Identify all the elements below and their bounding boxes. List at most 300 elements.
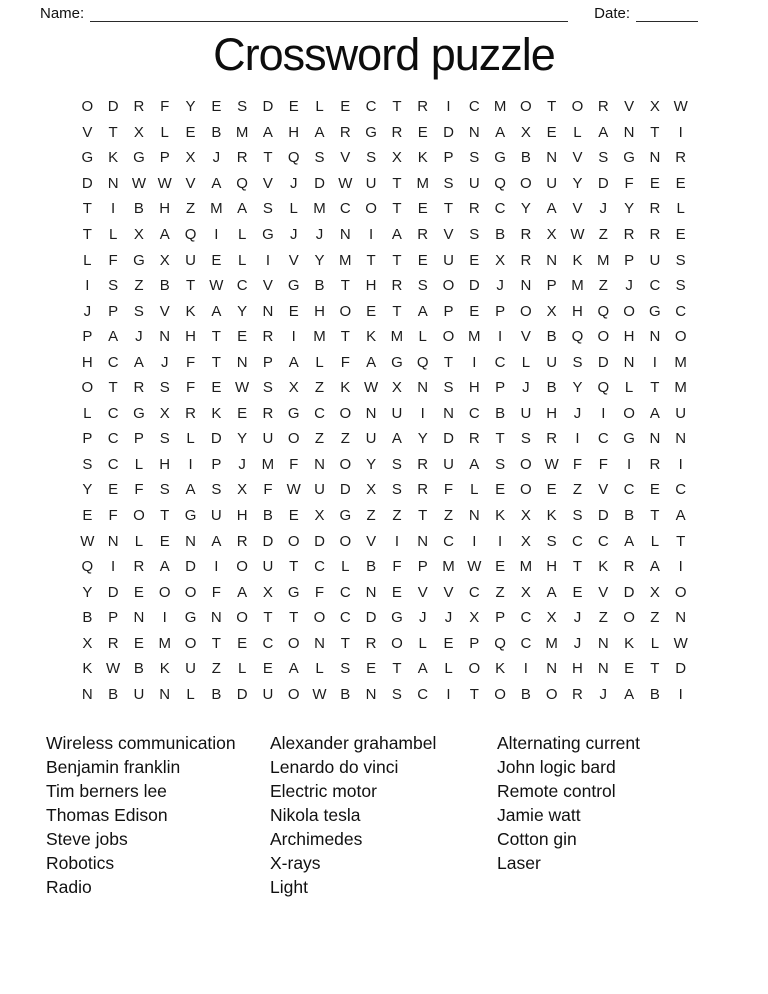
grid-cell: K <box>340 379 351 397</box>
grid-cell: E <box>185 123 196 141</box>
grid-cell: R <box>133 558 145 576</box>
grid-cell: A <box>624 685 635 703</box>
grid-cell: O <box>339 532 352 550</box>
grid-cell: D <box>597 507 609 525</box>
grid-cell: I <box>498 328 503 346</box>
grid-cell: H <box>572 302 583 320</box>
grid-cell: E <box>262 660 273 678</box>
grid-cell: U <box>649 251 661 269</box>
grid-cell: Y <box>520 200 531 218</box>
grid-cell: D <box>623 583 635 601</box>
grid-cell: E <box>288 98 299 116</box>
grid-cell: N <box>365 583 377 601</box>
grid-cell: K <box>366 328 377 346</box>
grid-cell: A <box>185 481 196 499</box>
grid-cell: E <box>546 123 557 141</box>
word-list-item: Lenardo do vinci <box>270 757 399 778</box>
grid-cell: X <box>546 302 557 320</box>
grid-cell: H <box>236 507 248 525</box>
grid-cell: E <box>237 634 248 652</box>
grid-cell: Q <box>597 302 610 320</box>
grid-cell: C <box>314 558 325 576</box>
grid-cell: T <box>676 532 686 550</box>
grid-cell: X <box>520 507 531 525</box>
grid-cell: P <box>108 609 119 627</box>
grid-cell: X <box>133 226 144 243</box>
grid-cell: W <box>312 685 327 703</box>
grid-cell: B <box>211 123 222 141</box>
grid-cell: V <box>417 583 428 601</box>
grid-cell: O <box>494 685 506 703</box>
grid-cell: F <box>263 481 273 499</box>
grid-cell: I <box>214 226 219 243</box>
grid-cell: C <box>314 404 325 422</box>
grid-cell: Z <box>134 277 144 295</box>
word-list <box>46 731 768 899</box>
grid-cell: S <box>675 251 686 269</box>
grid-cell: J <box>83 302 92 320</box>
grid-cell: I <box>446 685 451 703</box>
grid-cell: T <box>366 251 376 269</box>
grid-cell: G <box>133 251 145 269</box>
worksheet-header <box>0 0 768 22</box>
grid-cell: F <box>160 98 170 116</box>
grid-cell: U <box>365 174 377 192</box>
grid-cell: C <box>365 98 377 116</box>
grid-cell: S <box>108 277 119 295</box>
grid-cell: C <box>236 277 248 295</box>
grid-cell: R <box>417 226 429 243</box>
grid-cell: S <box>133 302 144 320</box>
grid-cell: G <box>391 609 403 627</box>
grid-cell: C <box>339 609 351 627</box>
grid-cell: S <box>572 507 583 525</box>
grid-cell: M <box>468 328 481 346</box>
grid-cell: F <box>572 455 583 473</box>
grid-cell: S <box>159 481 170 499</box>
grid-cell: E <box>495 558 506 576</box>
grid-cell: T <box>108 379 118 397</box>
grid-cell: S <box>391 685 402 703</box>
grid-cell: C <box>572 532 583 550</box>
grid-cell: T <box>392 251 402 269</box>
grid-cell: Z <box>572 481 583 499</box>
grid-cell: X <box>133 123 144 141</box>
grid-cell: T <box>547 98 557 116</box>
grid-cell: Q <box>287 149 300 167</box>
grid-cell: Y <box>572 174 583 192</box>
grid-cell: G <box>623 430 635 448</box>
grid-cell: S <box>366 149 377 167</box>
grid-cell: C <box>443 532 454 550</box>
grid-cell: X <box>237 481 248 499</box>
grid-cell: E <box>288 507 299 525</box>
grid-cell: P <box>108 302 119 320</box>
grid-cell: G <box>365 123 377 141</box>
grid-cell: N <box>520 277 532 295</box>
grid-cell: G <box>339 507 352 525</box>
grid-cell: R <box>520 251 532 269</box>
grid-cell: N <box>649 430 661 448</box>
grid-cell: W <box>364 379 379 397</box>
grid-cell: S <box>159 430 170 448</box>
grid-cell: B <box>495 226 506 243</box>
grid-cell: G <box>287 404 300 422</box>
grid-cell: E <box>624 660 635 678</box>
grid-cell: C <box>417 685 429 703</box>
grid-cell: T <box>418 507 428 525</box>
grid-cell: J <box>315 226 324 243</box>
grid-cell: X <box>288 379 299 397</box>
grid-cell: J <box>573 634 582 652</box>
grid-cell: C <box>107 353 119 371</box>
grid-cell: I <box>678 685 683 703</box>
grid-cell: P <box>443 149 454 167</box>
word-list-column <box>46 731 270 899</box>
grid-cell: N <box>468 507 480 525</box>
grid-cell: O <box>236 609 248 627</box>
date-fill-line <box>636 7 698 22</box>
grid-cell: U <box>443 251 454 269</box>
grid-cell: O <box>339 455 352 473</box>
grid-cell: N <box>81 685 93 703</box>
grid-cell: K <box>185 302 196 320</box>
grid-cell: Y <box>624 200 635 218</box>
grid-cell: A <box>211 302 222 320</box>
grid-cell: E <box>469 302 480 320</box>
grid-cell: T <box>469 685 479 703</box>
grid-cell: Y <box>237 302 248 320</box>
grid-cell: H <box>159 200 171 218</box>
grid-cell: F <box>340 353 350 371</box>
grid-cell: F <box>443 481 454 499</box>
grid-cell: X <box>391 149 402 167</box>
grid-cell: U <box>210 507 222 525</box>
word-list-item: Thomas Edison <box>46 805 168 826</box>
grid-cell: L <box>624 379 634 397</box>
grid-cell: V <box>262 277 273 295</box>
grid-cell: S <box>340 660 351 678</box>
grid-cell: R <box>417 481 429 499</box>
word-list-item: Cotton gin <box>497 829 577 850</box>
grid-cell: M <box>261 455 275 473</box>
grid-cell: H <box>185 328 196 346</box>
grid-cell: A <box>288 660 299 678</box>
grid-cell: E <box>366 302 377 320</box>
grid-cell: M <box>597 251 610 269</box>
grid-cell: C <box>339 583 351 601</box>
grid-cell: N <box>546 149 558 167</box>
grid-cell: J <box>522 379 530 397</box>
grid-cell: O <box>81 98 94 116</box>
grid-cell: I <box>601 404 606 422</box>
grid-cell: O <box>468 660 481 678</box>
grid-cell: V <box>598 481 609 499</box>
grid-cell: P <box>546 277 557 295</box>
grid-cell: E <box>391 583 402 601</box>
grid-cell: O <box>287 634 300 652</box>
grid-cell: P <box>211 455 222 473</box>
grid-cell: B <box>262 507 273 525</box>
grid-cell: L <box>83 404 92 422</box>
grid-cell: T <box>650 660 660 678</box>
grid-cell: T <box>211 634 221 652</box>
grid-cell: N <box>210 609 222 627</box>
grid-cell: E <box>108 481 119 499</box>
grid-cell: N <box>107 532 119 550</box>
grid-cell: R <box>649 226 661 243</box>
grid-cell: E <box>417 123 428 141</box>
grid-cell: N <box>417 379 429 397</box>
grid-cell: Y <box>185 98 196 116</box>
grid-cell: A <box>211 174 222 192</box>
grid-cell: N <box>546 251 558 269</box>
grid-cell: I <box>188 455 193 473</box>
grid-cell: O <box>623 302 635 320</box>
grid-cell: R <box>236 532 248 550</box>
grid-cell: S <box>237 98 248 116</box>
grid-cell: G <box>494 149 506 167</box>
grid-cell: I <box>85 277 90 295</box>
grid-cell: S <box>546 532 557 550</box>
grid-cell: R <box>546 430 558 448</box>
grid-cell: S <box>675 277 686 295</box>
grid-cell: A <box>237 583 248 601</box>
grid-cell: F <box>289 455 299 473</box>
grid-cell: P <box>624 251 635 269</box>
grid-cell: N <box>649 328 661 346</box>
grid-cell: Z <box>598 226 608 243</box>
word-list-item: Nikola tesla <box>270 805 361 826</box>
grid-cell: P <box>82 430 93 448</box>
grid-cell: D <box>262 532 274 550</box>
grid-cell: D <box>210 430 222 448</box>
grid-cell: P <box>495 609 506 627</box>
grid-cell: W <box>673 634 688 652</box>
grid-cell: S <box>520 430 531 448</box>
grid-cell: Z <box>366 507 376 525</box>
grid-cell: O <box>391 634 403 652</box>
grid-cell: P <box>495 302 506 320</box>
grid-cell: C <box>494 200 506 218</box>
grid-cell: W <box>131 174 147 192</box>
grid-cell: H <box>365 277 377 295</box>
grid-cell: B <box>546 379 557 397</box>
grid-cell: O <box>287 685 300 703</box>
grid-cell: P <box>469 634 480 652</box>
grid-cell: B <box>520 149 531 167</box>
grid-cell: H <box>572 660 583 678</box>
grid-cell: I <box>626 455 632 473</box>
grid-cell: I <box>523 660 528 678</box>
grid-cell: N <box>107 174 119 192</box>
grid-cell: K <box>546 507 557 525</box>
grid-cell: B <box>520 685 531 703</box>
grid-cell: S <box>211 481 222 499</box>
grid-cell: N <box>236 353 248 371</box>
grid-cell: W <box>570 226 585 243</box>
grid-cell: R <box>597 98 609 116</box>
grid-cell: O <box>597 328 610 346</box>
grid-cell: A <box>598 123 609 141</box>
grid-cell: U <box>262 685 274 703</box>
name-fill-line <box>90 7 568 22</box>
grid-cell: Z <box>340 430 350 448</box>
grid-cell: I <box>265 251 270 269</box>
grid-cell: L <box>83 251 92 269</box>
grid-cell: T <box>650 123 660 141</box>
grid-cell: D <box>365 609 377 627</box>
grid-cell: A <box>108 328 119 346</box>
grid-cell: T <box>108 123 118 141</box>
grid-cell: I <box>472 353 477 371</box>
grid-cell: R <box>623 558 635 576</box>
grid-cell: C <box>468 583 480 601</box>
grid-cell: Y <box>314 251 325 269</box>
grid-cell: O <box>339 404 352 422</box>
grid-cell: B <box>649 685 660 703</box>
grid-cell: Y <box>237 430 248 448</box>
grid-cell: R <box>572 685 583 703</box>
grid-cell: E <box>366 660 377 678</box>
grid-cell: U <box>365 430 377 448</box>
grid-cell: R <box>623 226 635 243</box>
grid-cell: S <box>159 379 170 397</box>
grid-cell: L <box>650 532 660 550</box>
grid-cell: O <box>236 558 248 576</box>
grid-cell: Z <box>314 430 325 448</box>
grid-cell: U <box>314 481 325 499</box>
grid-cell: X <box>185 149 196 167</box>
word-list-item: Robotics <box>46 853 115 874</box>
grid-cell: E <box>649 174 660 192</box>
grid-cell: J <box>160 353 169 371</box>
grid-cell: L <box>186 685 195 703</box>
grid-cell: J <box>625 277 633 295</box>
grid-cell: R <box>185 404 196 422</box>
grid-cell: U <box>185 251 196 269</box>
grid-cell: A <box>649 404 660 422</box>
grid-cell: B <box>108 685 119 703</box>
grid-cell: V <box>598 583 609 601</box>
grid-cell: V <box>520 328 531 346</box>
grid-cell: E <box>211 251 222 269</box>
grid-cell: Q <box>597 379 610 397</box>
grid-cell: O <box>545 685 558 703</box>
grid-cell: J <box>573 404 582 422</box>
grid-cell: I <box>678 455 683 473</box>
grid-cell: R <box>262 328 274 346</box>
grid-cell: D <box>314 174 325 192</box>
grid-cell: R <box>468 200 480 218</box>
grid-cell: L <box>650 634 660 652</box>
grid-cell: G <box>133 149 145 167</box>
grid-cell: C <box>262 634 274 652</box>
grid-cell: M <box>158 634 171 652</box>
grid-cell: S <box>391 481 402 499</box>
grid-cell: T <box>340 634 350 652</box>
grid-cell: K <box>82 660 93 678</box>
grid-cell: M <box>442 558 455 576</box>
grid-cell: A <box>469 455 480 473</box>
grid-cell: N <box>597 660 609 678</box>
grid-cell: D <box>339 481 351 499</box>
word-list-item: Tim berners lee <box>46 781 167 802</box>
grid-cell: E <box>211 98 222 116</box>
word-list-item: Steve jobs <box>46 829 128 850</box>
grid-cell: I <box>369 226 374 243</box>
grid-cell: D <box>443 430 454 448</box>
grid-cell: A <box>391 226 402 243</box>
grid-cell: U <box>391 404 403 422</box>
grid-cell: B <box>546 328 557 346</box>
grid-cell: J <box>599 200 608 218</box>
grid-cell: L <box>134 455 144 473</box>
grid-cell: A <box>159 558 170 576</box>
grid-cell: N <box>365 404 377 422</box>
grid-cell: T <box>650 507 660 525</box>
grid-cell: Q <box>236 174 248 192</box>
word-list-item: Alexander grahambel <box>270 733 437 754</box>
grid-cell: P <box>159 149 170 167</box>
grid-cell: T <box>340 277 350 295</box>
grid-cell: T <box>263 149 273 167</box>
grid-cell: V <box>366 532 377 550</box>
grid-cell: W <box>467 558 482 576</box>
grid-cell: Q <box>494 634 506 652</box>
grid-cell: N <box>623 353 635 371</box>
grid-cell: A <box>211 532 222 550</box>
grid-cell: N <box>339 226 351 243</box>
grid-cell: A <box>417 660 428 678</box>
grid-cell: N <box>597 634 609 652</box>
grid-cell: C <box>107 430 119 448</box>
grid-cell: R <box>391 277 403 295</box>
grid-cell: X <box>82 634 93 652</box>
grid-cell: D <box>236 685 248 703</box>
grid-cell: E <box>211 379 222 397</box>
grid-cell: O <box>623 404 635 422</box>
grid-cell: E <box>469 251 480 269</box>
grid-cell: X <box>159 251 170 269</box>
grid-cell: W <box>544 455 559 473</box>
grid-cell: J <box>289 226 298 243</box>
grid-cell: K <box>572 251 583 269</box>
grid-cell: S <box>262 379 273 397</box>
grid-cell: A <box>649 558 660 576</box>
grid-cell: G <box>262 226 274 243</box>
grid-cell: C <box>597 430 609 448</box>
grid-cell: D <box>443 123 454 141</box>
grid-cell: T <box>392 302 402 320</box>
grid-cell: A <box>391 430 402 448</box>
page-title: Crossword puzzle <box>213 29 555 80</box>
grid-cell: D <box>597 353 609 371</box>
grid-cell: O <box>623 609 635 627</box>
grid-cell: M <box>339 251 352 269</box>
grid-cell: N <box>314 634 325 652</box>
grid-cell: W <box>80 532 95 550</box>
grid-cell: M <box>390 328 404 346</box>
grid-cell: T <box>443 200 454 218</box>
grid-cell: V <box>340 149 351 167</box>
grid-cell: U <box>262 430 274 448</box>
grid-cell: B <box>624 507 635 525</box>
grid-cell: T <box>211 328 221 346</box>
grid-cell: E <box>288 302 299 320</box>
grid-cell: C <box>675 481 687 499</box>
grid-cell: F <box>108 507 118 525</box>
